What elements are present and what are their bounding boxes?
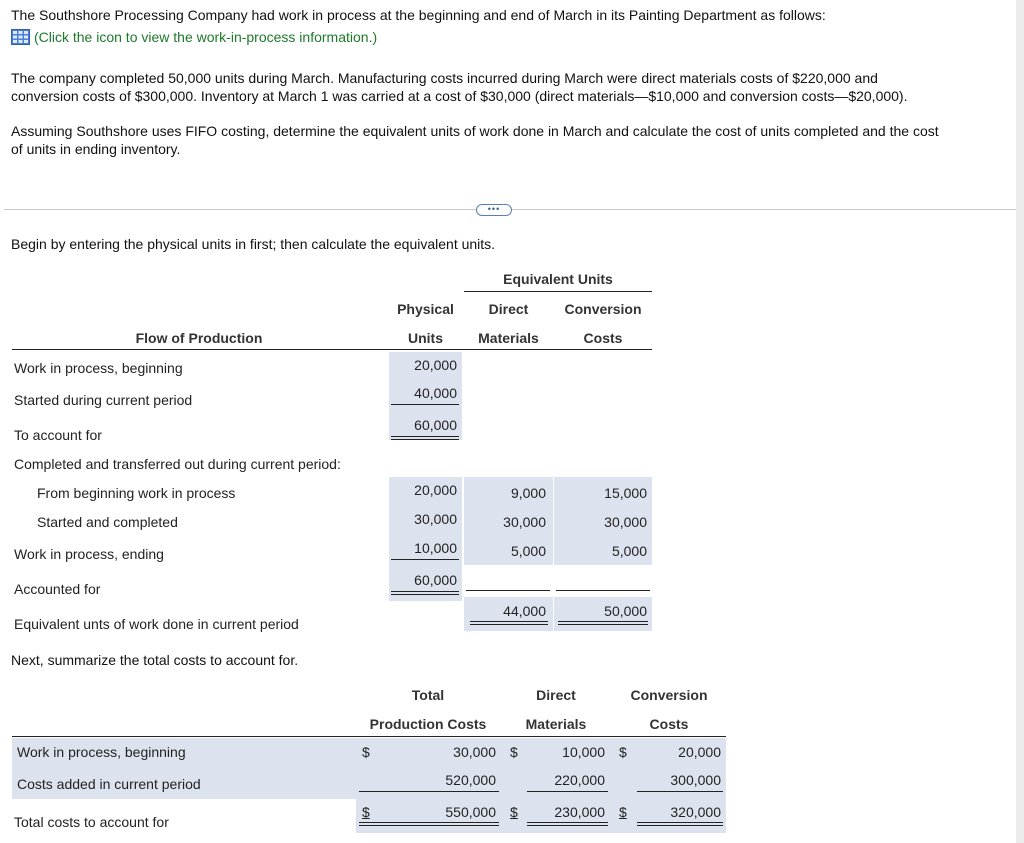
physical-accounted-for[interactable]: 60,000: [414, 572, 457, 588]
total-wip-beginning[interactable]: 30,000: [453, 744, 496, 760]
total-double-rule: [359, 822, 499, 826]
col-dm-1: Direct: [488, 301, 529, 317]
table-header-rule: [12, 349, 652, 350]
info-link-text[interactable]: (Click the icon to view the work-in-process information.): [34, 29, 378, 45]
dm-equivalent-units[interactable]: 44,000: [503, 603, 546, 619]
cc-from-beginning[interactable]: 15,000: [604, 485, 647, 501]
col-dm-cost-2: Materials: [525, 716, 587, 732]
row-header-flow: Flow of Production: [135, 330, 263, 346]
col-cc-2: Costs: [583, 330, 623, 346]
physical-to-account-for[interactable]: 60,000: [414, 417, 457, 433]
physical-from-beginning[interactable]: 20,000: [414, 482, 457, 498]
col-physical-2: Units: [408, 330, 443, 346]
currency-sign: $: [510, 804, 518, 820]
currency-sign: $: [619, 744, 627, 760]
cc-costs-added[interactable]: 300,000: [670, 772, 721, 788]
step2-instruction: Next, summarize the total costs to account for.: [11, 652, 299, 668]
dm-costs-added[interactable]: 220,000: [554, 772, 605, 788]
dm-total-cost[interactable]: 230,000: [554, 804, 605, 820]
row-label: Started during current period: [14, 392, 193, 408]
row-label: Started and completed: [37, 514, 178, 530]
physical-wip-ending[interactable]: 10,000: [414, 540, 457, 556]
physical-started-completed[interactable]: 30,000: [414, 511, 457, 527]
equivalent-units-header: Equivalent Units: [503, 271, 613, 287]
total-costs-to-account[interactable]: 550,000: [445, 804, 496, 820]
physical-started[interactable]: 40,000: [414, 385, 457, 401]
subtotal-rule: [556, 590, 650, 591]
subtotal-rule: [466, 590, 550, 591]
cc-started-completed[interactable]: 30,000: [604, 514, 647, 530]
currency-sign: $: [362, 804, 370, 820]
total-double-rule: [391, 436, 459, 440]
col-total-2: Production Costs: [369, 716, 487, 732]
total-double-rule: [470, 621, 548, 625]
col-physical-1: Physical: [397, 301, 454, 317]
dm-from-beginning[interactable]: 9,000: [510, 485, 546, 501]
total-double-rule: [391, 591, 459, 595]
table-grid-icon[interactable]: [11, 29, 30, 45]
dm-started-completed[interactable]: 30,000: [503, 514, 546, 530]
col-cc-cost-2: Costs: [649, 716, 689, 732]
subtotal-rule: [391, 404, 459, 405]
currency-sign: $: [510, 744, 518, 760]
row-label: Work in process, ending: [14, 546, 164, 562]
row-label: From beginning work in process: [37, 485, 236, 501]
cc-wip-ending[interactable]: 5,000: [611, 543, 647, 559]
header-rule: [464, 291, 652, 292]
cost-header-rule: [12, 736, 726, 737]
subtotal-rule: [527, 791, 608, 792]
row-label: Accounted for: [14, 581, 101, 597]
cc-equivalent-units[interactable]: 50,000: [604, 603, 647, 619]
col-dm-2: Materials: [478, 330, 539, 346]
dm-wip-ending[interactable]: 5,000: [510, 543, 546, 559]
cost-row-label: Total costs to account for: [14, 814, 169, 830]
cc-wip-beginning-cost[interactable]: 20,000: [678, 744, 721, 760]
problem-para3-line2: of units in ending inventory.: [11, 141, 181, 157]
problem-para2-line1: The company completed 50,000 units during March. Manufacturing costs incurred during March were direct materials costs of $220,000 and: [11, 70, 878, 86]
dm-wip-beginning-cost[interactable]: 10,000: [562, 744, 605, 760]
row-label: Work in process, beginning: [14, 360, 183, 376]
total-double-rule: [527, 822, 608, 826]
scrollbar-track[interactable]: [1016, 0, 1024, 843]
total-double-rule: [558, 621, 648, 625]
col-cc-1: Conversion: [564, 301, 642, 317]
step1-instruction: Begin by entering the physical units in first; then calculate the equivalent units.: [11, 236, 496, 252]
problem-intro: The Southshore Processing Company had work in process at the beginning and end of March in its Painting Department as follows:: [11, 7, 826, 23]
problem-para2-line2: conversion costs of $300,000. Inventory at March 1 was carried at a cost of $30,000 (direct materials—$10,000 and conversion costs—$20,000).: [11, 88, 908, 104]
row-label: Completed and transferred out during current period:: [14, 456, 341, 472]
total-costs-added[interactable]: 520,000: [445, 772, 496, 788]
row-label: Equivalent unts of work done in current period: [14, 616, 299, 632]
currency-sign: $: [362, 744, 370, 760]
col-dm-cost-1: Direct: [536, 687, 576, 703]
subtotal-rule: [359, 791, 499, 792]
cost-row-label: Costs added in current period: [17, 776, 201, 792]
row-label: To account for: [14, 427, 102, 443]
currency-sign: $: [619, 804, 627, 820]
cc-total-cost[interactable]: 320,000: [670, 804, 721, 820]
subtotal-rule: [637, 791, 723, 792]
subtotal-rule: [391, 559, 459, 560]
cost-row-label: Work in process, beginning: [17, 744, 186, 760]
more-button[interactable]: •••: [476, 204, 512, 216]
info-link[interactable]: [11, 28, 377, 46]
physical-wip-beginning[interactable]: 20,000: [414, 357, 457, 373]
total-double-rule: [637, 822, 723, 826]
col-cc-cost-1: Conversion: [630, 687, 708, 703]
col-total-1: Total: [411, 687, 445, 703]
problem-para3-line1: Assuming Southshore uses FIFO costing, determine the equivalent units of work done in March and calculate the cost of units completed and the cost: [11, 123, 939, 139]
